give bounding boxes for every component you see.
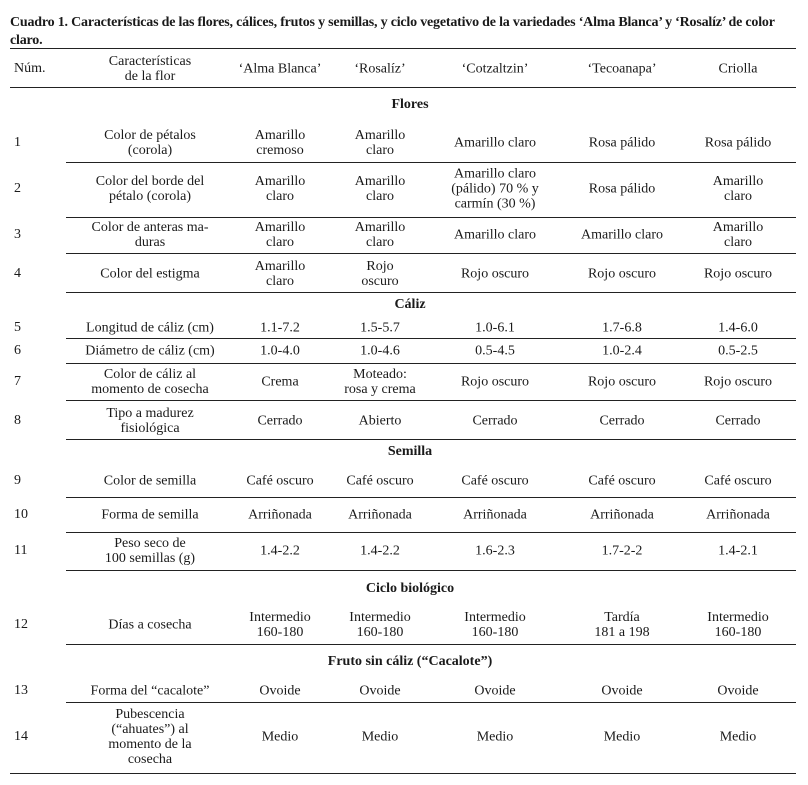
row-value: Cerrado [257, 413, 303, 429]
row-value: Intermedio 160-180 [707, 610, 769, 640]
row-value: Amarillo claro [712, 220, 764, 250]
row-value: Moteado: rosa y crema [344, 367, 416, 397]
row-characteristic: Longitud de cáliz (cm) [86, 320, 214, 336]
row-value: Intermedio 160-180 [349, 610, 411, 640]
top-rule [10, 48, 796, 49]
column-header: ‘Alma Blanca’ [238, 61, 322, 77]
row-value: Café oscuro [704, 473, 772, 489]
row-value: Arriñonada [248, 507, 312, 523]
row-value: Amarillo claro (pálido) 70 % y carmín (30 %) [451, 166, 539, 212]
row-value: 1.0-4.0 [260, 343, 300, 359]
row-number: 12 [14, 617, 28, 632]
row-value: Rojo oscuro [703, 374, 773, 390]
row-value: Rosa pálido [588, 135, 656, 151]
row-number: 9 [14, 473, 21, 488]
row-value: Tardía 181 a 198 [594, 610, 650, 640]
row-number: 7 [14, 374, 21, 389]
row-number: 1 [14, 135, 21, 150]
row-value: Medio [361, 729, 399, 745]
row-characteristic: Peso seco de 100 semillas (g) [104, 536, 196, 566]
row-value: Rojo oscuro [460, 266, 530, 282]
column-header: Características de la flor [108, 54, 192, 84]
row-divider [66, 702, 796, 703]
row-divider [66, 570, 796, 571]
column-header: Criolla [718, 61, 758, 77]
row-divider [66, 363, 796, 364]
section-title: Ciclo biológico [365, 581, 455, 596]
row-value: Ovoide [259, 683, 301, 699]
column-header: ‘Tecoanapa’ [587, 61, 657, 77]
row-value: Crema [261, 374, 299, 390]
row-value: 1.4-2.1 [718, 543, 758, 559]
row-characteristic: Forma del “cacalote” [90, 683, 210, 699]
row-value: Amarillo claro [354, 220, 406, 250]
row-number: 5 [14, 320, 21, 335]
row-value: Intermedio 160-180 [249, 610, 311, 640]
row-value: Ovoide [717, 683, 759, 699]
row-characteristic: Forma de semilla [101, 507, 199, 523]
row-value: 1.1-7.2 [260, 320, 300, 336]
row-value: Rojo oscuro [460, 374, 530, 390]
row-value: Amarillo claro [580, 227, 664, 243]
row-characteristic: Diámetro de cáliz (cm) [85, 343, 215, 359]
row-number: 4 [14, 266, 21, 281]
row-value: Amarillo claro [712, 174, 764, 204]
row-value: Rosa pálido [704, 135, 772, 151]
row-number: 13 [14, 683, 28, 698]
section-title: Cáliz [394, 297, 426, 312]
row-value: Amarillo claro [453, 135, 537, 151]
row-divider [66, 253, 796, 254]
row-value: Arriñonada [590, 507, 654, 523]
row-divider [66, 644, 796, 645]
row-value: Abierto [358, 413, 402, 429]
row-divider [66, 400, 796, 401]
row-value: Cerrado [599, 413, 645, 429]
row-value: Amarillo claro [254, 174, 306, 204]
row-value: Cerrado [715, 413, 761, 429]
row-value: Café oscuro [588, 473, 656, 489]
row-divider [66, 338, 796, 339]
row-characteristic: Color de pétalos (corola) [104, 128, 196, 158]
row-divider [66, 532, 796, 533]
row-divider [66, 497, 796, 498]
row-number: 3 [14, 227, 21, 242]
row-number: 14 [14, 729, 28, 744]
row-divider [66, 439, 796, 440]
row-value: Ovoide [601, 683, 643, 699]
row-characteristic: Pubescencia (“ahuates”) al momento de la cosecha [108, 707, 192, 767]
section-title: Fruto sin cáliz (“Cacalote”) [327, 654, 493, 669]
row-characteristic: Tipo a madurez fisiológica [106, 406, 194, 436]
row-value: 1.0-6.1 [475, 320, 515, 336]
row-value: 1.5-5.7 [360, 320, 400, 336]
section-title: Semilla [387, 444, 433, 459]
row-value: Medio [719, 729, 757, 745]
section-title: Flores [391, 97, 429, 112]
row-characteristic: Color de cáliz al momento de cosecha [91, 367, 209, 397]
row-value: Arriñonada [348, 507, 412, 523]
header-rule [10, 87, 796, 88]
row-divider [66, 292, 796, 293]
row-divider [66, 162, 796, 163]
row-value: Amarillo claro [354, 128, 406, 158]
bottom-rule [10, 773, 796, 774]
row-value: 1.4-2.2 [260, 543, 300, 559]
row-value: Cerrado [472, 413, 518, 429]
row-value: Rosa pálido [588, 181, 656, 197]
row-value: Medio [261, 729, 299, 745]
row-characteristic: Color del borde del pétalo (corola) [95, 174, 205, 204]
row-value: Rojo oscuro [587, 266, 657, 282]
row-value: 0.5-2.5 [718, 343, 758, 359]
header-num: Núm. [14, 61, 46, 76]
row-number: 8 [14, 413, 21, 428]
row-number: 10 [14, 507, 28, 522]
row-value: Amarillo claro [453, 227, 537, 243]
row-value: Medio [603, 729, 641, 745]
row-value: Medio [476, 729, 514, 745]
row-value: Amarillo cremoso [254, 128, 306, 158]
row-value: 1.4-6.0 [718, 320, 758, 336]
row-number: 2 [14, 181, 21, 196]
column-header: ‘Rosalíz’ [354, 61, 406, 77]
row-characteristic: Color del estigma [100, 266, 200, 282]
column-header: ‘Cotzaltzin’ [461, 61, 529, 77]
row-value: Arriñonada [706, 507, 770, 523]
row-value: Rojo oscuro [703, 266, 773, 282]
row-value: 1.4-2.2 [360, 543, 400, 559]
row-value: 1.7-2-2 [601, 543, 643, 559]
row-value: 1.7-6.8 [602, 320, 642, 336]
row-value: Café oscuro [461, 473, 529, 489]
row-value: Arriñonada [463, 507, 527, 523]
row-value: Rojo oscuro [361, 259, 399, 289]
row-value: Ovoide [474, 683, 516, 699]
row-value: Ovoide [359, 683, 401, 699]
row-number: 11 [14, 543, 28, 558]
row-value: 0.5-4.5 [475, 343, 515, 359]
row-characteristic: Color de semilla [103, 473, 197, 489]
row-value: Café oscuro [246, 473, 314, 489]
row-characteristic: Color de anteras ma- duras [91, 220, 209, 250]
row-value: Intermedio 160-180 [464, 610, 526, 640]
row-value: Café oscuro [346, 473, 414, 489]
row-value: Amarillo claro [354, 174, 406, 204]
row-value: 1.0-4.6 [360, 343, 400, 359]
row-value: Rojo oscuro [587, 374, 657, 390]
row-value: Amarillo claro [254, 220, 306, 250]
row-value: Amarillo claro [254, 259, 306, 289]
row-value: 1.6-2.3 [475, 543, 515, 559]
row-characteristic: Días a cosecha [108, 617, 192, 633]
table-caption: Cuadro 1. Características de las flores, cálices, frutos y semillas, y ciclo vegetativo de la variedades ‘Alma Blanca’ y ‘Rosalíz’ de color claro. [10, 15, 775, 48]
row-value: 1.0-2.4 [602, 343, 642, 359]
row-number: 6 [14, 343, 21, 358]
row-divider [66, 217, 796, 218]
